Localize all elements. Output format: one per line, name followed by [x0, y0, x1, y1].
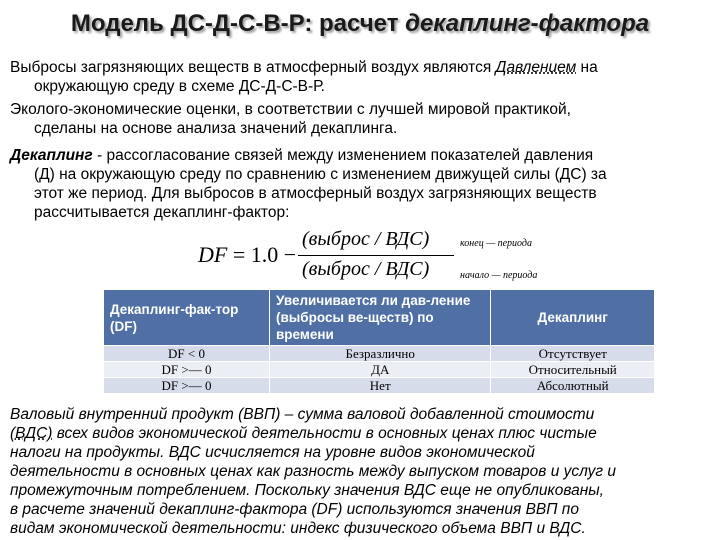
paragraph-line: этот же период. Для выбросов в атмосферный воздух загрязняющих веществ: [34, 185, 597, 202]
fraction-bar: [298, 255, 454, 256]
table-cell: Безразлично: [269, 346, 490, 362]
paragraph-line: (Д) на окружающую среду по сравнению с изменением движущей силы (ДС) за: [34, 166, 607, 183]
decoupling-formula: [198, 226, 558, 284]
slide-title: [0, 10, 720, 38]
text-fragment: всех видов экономической деятельности в основных ценах плюс чистые: [52, 425, 597, 442]
formula-numerator: (выброс / ВДС): [302, 228, 430, 250]
paragraph-line: в расчете значений декаплинг-фактора (DF) используются значения ВВП по: [10, 501, 579, 518]
table-cell: DF >— 0: [104, 378, 270, 394]
paragraph-line: налоги на продукты. ВДС исчисляется на уровне видов экономической: [10, 444, 535, 461]
slide-title-prefix: Модель ДС-Д-С-В-Р: расчет: [70, 10, 406, 37]
paragraph-decoupling-definition: [10, 146, 710, 222]
formula-df-symbol: DF: [198, 242, 228, 267]
slide-title-italic: декаплинг-фактора: [405, 10, 650, 37]
table-cell: DF >— 0: [104, 362, 270, 378]
formula-equals: = 1.0 −: [227, 242, 297, 267]
formula-subscript-start: начало — периода: [460, 270, 538, 281]
term-pressure: Давлением: [495, 59, 577, 76]
paragraph-line: [10, 146, 710, 165]
table-cell: DF < 0: [104, 346, 270, 362]
table-row: [104, 346, 655, 362]
term-gva: (ВДС): [10, 425, 53, 442]
text-fragment: - рассогласование связей между изменением показателей давления: [92, 147, 594, 164]
paragraph-line: рассчитывается декаплинг-фактор:: [34, 204, 290, 221]
table-header-decoupling: Декаплинг: [491, 290, 655, 346]
paragraph-line: Эколого-экономические оценки, в соответствии с лучшей мировой практикой,: [10, 101, 571, 118]
decoupling-table: [103, 289, 655, 394]
paragraph-gdp: [10, 405, 710, 538]
paragraph-line: Валовый внутренний продукт (ВВП) – сумма валовой добавленной стоимости: [10, 406, 595, 423]
formula-denominator: (выброс / ВДС): [302, 258, 430, 280]
paragraph-line: деятельности в основных ценах как разность между выпуском товаров и услуг и: [10, 463, 617, 480]
table-cell: Абсолютный: [491, 378, 655, 394]
text-fragment: на: [576, 59, 598, 76]
table-header-pressure: Увеличивается ли дав-ление (выбросы ве-ществ) по времени: [269, 290, 490, 346]
table-header-df: Декаплинг-фак-тор (DF): [104, 290, 270, 346]
table-row: [104, 378, 655, 394]
paragraph-line: видам экономической деятельности: индекс физического объема ВВП и ВДС.: [10, 520, 586, 537]
paragraph-line: промежуточным потреблением. Поскольку значения ВДС еще не опубликованы,: [10, 482, 604, 499]
table-cell: ДА: [269, 362, 490, 378]
paragraph-emissions: [10, 58, 710, 96]
table-cell: Относительный: [491, 362, 655, 378]
term-decoupling: Декаплинг: [10, 147, 93, 164]
formula-lhs: [198, 242, 296, 268]
paragraph-line: [10, 58, 710, 77]
paragraph-line: [10, 424, 710, 443]
text-fragment: Выбросы загрязняющих веществ в атмосферный воздух являются: [10, 59, 496, 76]
paragraph-line: окружающую среду в схеме ДС-Д-С-В-Р.: [34, 78, 325, 95]
paragraph-assessments: [10, 100, 710, 138]
paragraph-line: сделаны на основе анализа значений декаплинга.: [34, 120, 398, 137]
table-header-row: [104, 290, 655, 346]
table-cell: Отсутствует: [491, 346, 655, 362]
table-row: [104, 362, 655, 378]
formula-subscript-end: конец — периода: [460, 238, 532, 249]
table-cell: Нет: [269, 378, 490, 394]
